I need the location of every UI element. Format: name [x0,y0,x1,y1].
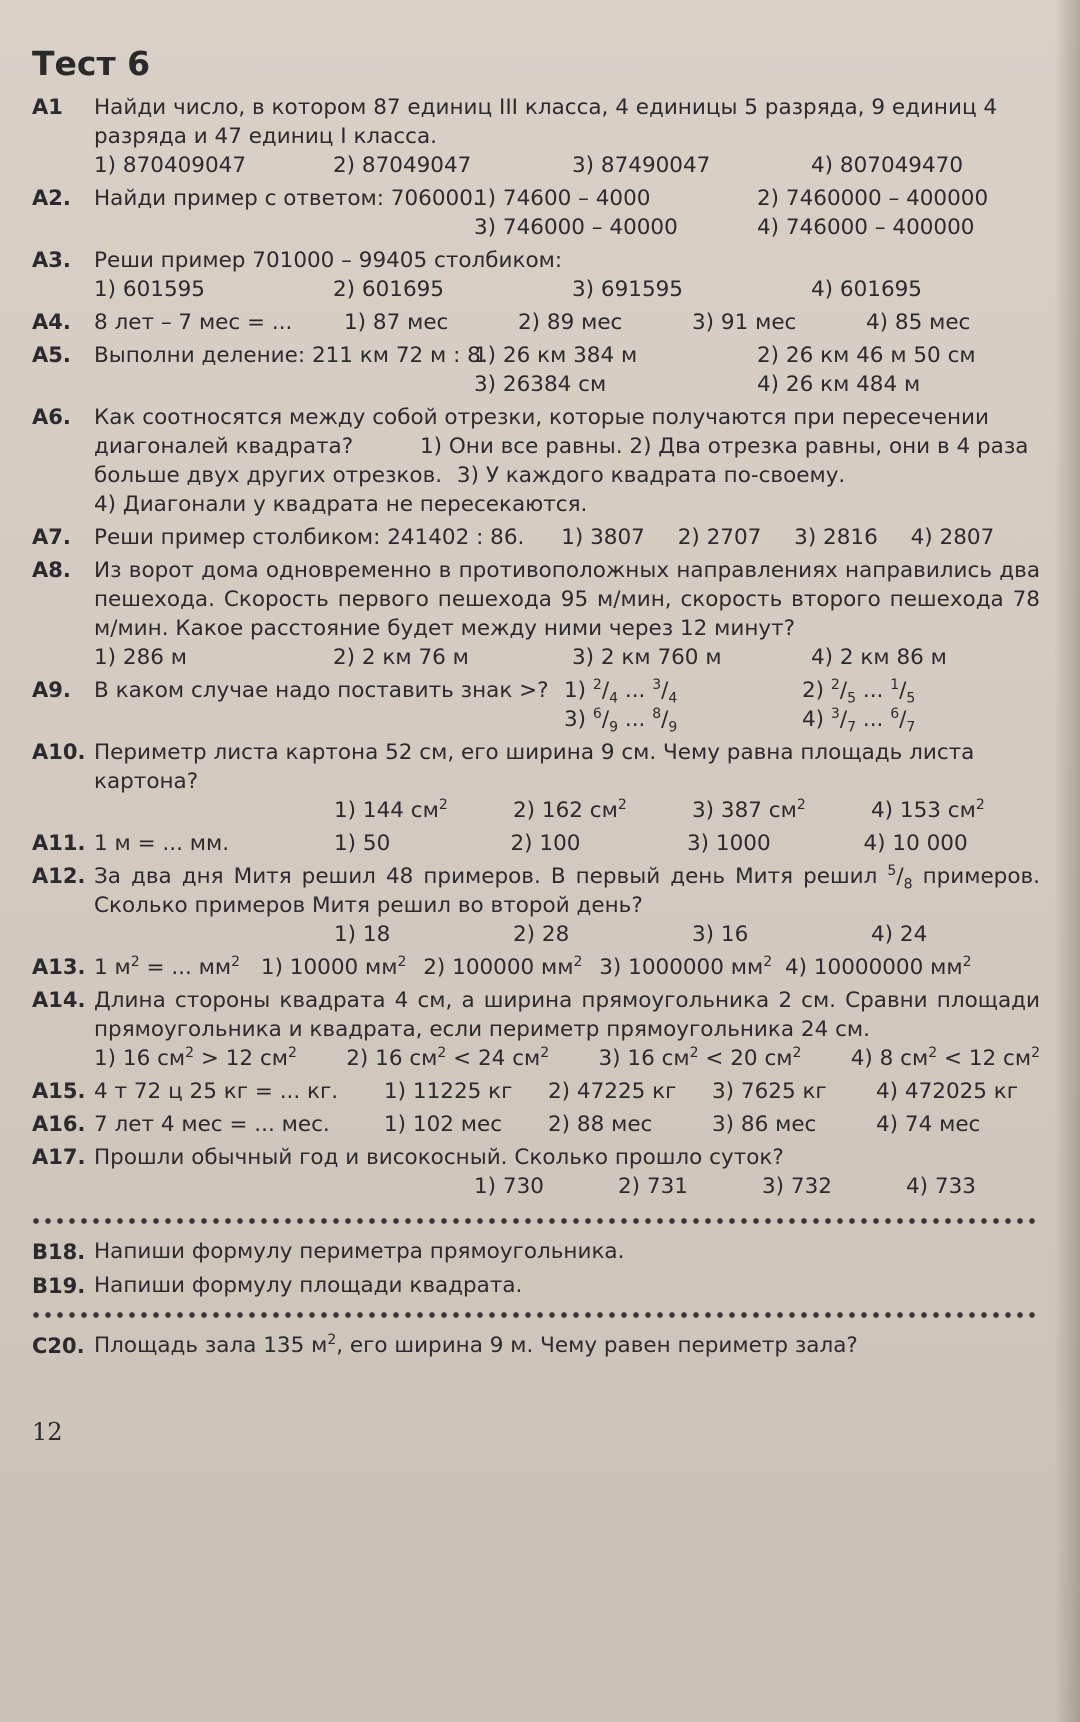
answer-option[interactable] [599,955,772,980]
answer-option[interactable]: 1) 870409047 [94,153,247,178]
answer-option[interactable]: 2) 89 мес [518,310,623,335]
option-text: < 12 см [937,1046,1032,1071]
question-a15 [30,1077,1040,1106]
answer-option[interactable] [261,955,407,980]
exponent: 2 [573,953,583,970]
answer-option[interactable]: 3) 16 [692,922,749,947]
answer-option[interactable]: 4) 601695 [811,277,922,302]
comparison-dots: ... [862,707,884,732]
exponent: 2 [763,953,773,970]
question-a12 [30,862,1040,949]
answer-option[interactable]: 2) 731 [618,1174,688,1199]
answer-option[interactable] [851,1044,1040,1073]
question-text: Реши пример столбиком: 241402 : 86. [94,525,525,550]
answer-option[interactable]: 2) 87049047 [333,153,472,178]
exponent: 2 [130,953,140,970]
option-label: 3) [564,707,587,732]
answer-option[interactable]: 2) $^2/_5$ ... $^1/_5$ [802,676,916,707]
answer-options [94,796,1040,825]
answer-option[interactable]: 2) 28 [513,922,570,947]
exponent: 2 [231,953,241,970]
answer-option[interactable]: 1) 601595 [94,277,205,302]
answer-option[interactable]: 1) $^2/_4$ ... $^3/_4$ [564,676,678,707]
answer-option[interactable]: 3) 7625 кг [712,1079,827,1104]
answer-option[interactable]: 3) 91 мес [692,310,797,335]
option-text: < 24 см [446,1046,541,1071]
answer-options [94,1172,1040,1201]
answer-option[interactable]: 4) 85 мес [866,310,971,335]
option-text: 3) 387 см [692,798,797,823]
question-a10 [30,738,1040,825]
answer-option[interactable]: 3) 86 мес [712,1112,817,1137]
question-number: А12. [32,864,86,888]
exponent: 2 [975,796,985,813]
question-number: А2. [32,186,71,210]
option-label: 2) [802,678,825,703]
question-text-part: За два дня Митя решил 48 примеров. В первый день Митя решил [94,864,878,889]
answer-option[interactable]: 4) 2 км 86 м [811,645,947,670]
exponent: 2 [185,1044,195,1061]
answer-options [94,920,1040,949]
question-b19 [30,1271,1040,1301]
dotted-divider [30,1217,1040,1225]
fraction-denominator: 5 [906,690,916,707]
answer-option[interactable]: 2) 26 км 46 м 50 см [757,343,976,368]
comparison-dots: ... [862,678,884,703]
question-text: Как соотносятся между собой отрезки, которые получаются при пересечении диагоналей квадрата? [94,405,989,459]
option-label: 4) [802,707,825,732]
question-text: Периметр листа картона 52 см, его ширина 9 см. Чему равна площадь листа картона? [94,740,975,794]
question-number: А10. [32,740,86,764]
answer-option[interactable] [94,1044,297,1073]
answer-option[interactable]: 1) 87 мес [344,310,449,335]
answer-option[interactable] [334,796,503,825]
question-a8 [30,556,1040,672]
question-number: А4. [32,310,71,334]
question-text: В каком случае надо поставить знак >? [94,678,549,703]
exponent: 2 [962,953,972,970]
fraction-denominator: 7 [847,719,857,736]
question-text-part: 1 м [94,955,131,980]
comparison-dots: ... [624,678,646,703]
fraction-numerator: 1 [890,676,900,693]
answer-option[interactable] [871,796,1040,825]
question-text: 8 лет – 7 мес = ... [94,310,293,335]
exponent: 2 [796,796,806,813]
answer-options [94,1044,1040,1073]
answer-option[interactable]: 3) 691595 [572,277,683,302]
answer-option[interactable]: 1) 730 [474,1174,544,1199]
answer-option[interactable]: 2) 7460000 – 400000 [757,186,989,211]
fraction-numerator: 6 [592,705,602,722]
question-text: Напиши формулу периметра прямоугольника. [94,1239,625,1264]
question-a4 [30,308,1040,337]
question-text: Реши пример 701000 – 99405 столбиком: [94,248,563,273]
answer-option[interactable]: 2) 100 [510,831,581,856]
option-text: 1) 16 см [94,1046,186,1071]
answer-option[interactable]: 2) 88 мес [548,1112,653,1137]
answer-option[interactable]: 1) 11225 кг [384,1079,513,1104]
page-title: Тест 6 [32,44,151,83]
question-text: Из ворот дома одновременно в противоположных направлениях направились два пешехода. Скорость первого пешехода 95 м/мин, скорость второго пешехода 78 м/мин. Какое расстояние будет между ними через 12 минут? [94,558,1040,641]
question-text-part: примеров. Сколько примеров Митя решил во второй день? [94,864,1040,918]
answer-options [94,829,1040,858]
answer-option[interactable]: 3) $^6/_9$ ... $^8/_9$ [564,705,678,736]
question-a17 [30,1143,1040,1201]
answer-option[interactable]: 2) Два отрезка равны, они в 4 раза больше двух других отрезков. [94,434,1029,488]
answer-option[interactable]: 1) 50 [334,831,391,856]
question-text [94,1333,858,1358]
exponent: 2 [327,1331,337,1348]
fraction-denominator: 9 [609,719,619,736]
test-content [30,44,1040,1365]
exponent: 2 [928,1044,938,1061]
fraction-denominator: 7 [906,719,916,736]
question-number: А16. [32,1112,86,1136]
option-text: 1) 144 см [334,798,439,823]
answer-option[interactable]: 3) У каждого квадрата по-своему. [456,463,846,488]
question-number: А13. [32,955,86,979]
exponent: 2 [689,1044,699,1061]
answer-option[interactable]: 1) 3807 [561,525,645,550]
exponent: 2 [1031,1044,1040,1061]
question-c20 [30,1331,1040,1361]
exponent: 2 [437,1044,447,1061]
question-a6 [30,403,1040,519]
option-label: 1) [564,678,587,703]
answer-option[interactable]: 3) 746000 – 40000 [474,215,678,240]
question-number: А6. [32,405,71,429]
question-text-part: Площадь зала 135 м [94,1333,328,1358]
fraction-denominator: 4 [609,690,619,707]
exponent: 2 [540,1044,550,1061]
answer-option[interactable] [599,1044,802,1073]
answer-option[interactable]: 4) 24 [871,922,928,947]
answer-option[interactable]: 1) 102 мес [384,1112,503,1137]
question-a3 [30,246,1040,304]
question-a14 [30,986,1040,1073]
question-a9 [30,676,1040,734]
answer-option[interactable]: 4) 2807 [910,525,995,550]
fraction-denominator: 5 [847,690,857,707]
question-number: С20. [32,1334,85,1358]
exponent: 2 [397,953,407,970]
answer-option[interactable]: 3) 2816 [794,525,878,550]
answer-options [94,151,1040,180]
option-text: 4) 8 см [850,1046,929,1071]
question-number: А9. [32,678,71,702]
question-number: В19. [32,1274,86,1298]
answer-option[interactable]: 4) $^3/_7$ ... $^6/_7$ [802,705,916,736]
question-text-part: = ... мм [139,955,232,980]
answer-option[interactable]: 4) 26 км 484 м [757,372,921,397]
exponent: 2 [438,796,448,813]
question-text: 4 т 72 ц 25 кг = ... кг. [94,1079,339,1104]
question-number: А8. [32,558,71,582]
question-a16 [30,1110,1040,1139]
question-number: А1 [32,95,63,119]
fraction-numerator: 3 [652,676,662,693]
option-text: 2) 100000 мм [423,955,574,980]
option-text: 4) 10000000 мм [784,955,963,980]
question-b18 [30,1237,1040,1267]
answer-options [94,643,1040,672]
question-number: А15. [32,1079,86,1103]
question-number: В18. [32,1240,86,1264]
answer-option[interactable]: 4) 472025 кг [876,1079,1019,1104]
answer-option[interactable]: 1) 286 м [94,645,187,670]
fraction-numerator: 8 [652,705,662,722]
question-text: Длина стороны квадрата 4 см, а ширина прямоугольника 2 см. Сравни площади прямоугольника и квадрата, если периметр прямоугольника 24 см. [94,988,1040,1042]
question-number: А11. [32,831,86,855]
question-number: А3. [32,248,71,272]
answer-options [94,308,1040,337]
option-text: > 12 см [194,1046,288,1071]
question-text: Найди число, в котором 87 единиц III класса, 4 единицы 5 разряда, 9 единиц 4 разряда и 47 единиц I класса. [94,95,998,149]
fraction-denominator: 8 [903,876,913,893]
answer-option[interactable]: 3) 1000 [687,831,771,856]
fraction-numerator: 3 [830,705,840,722]
answer-option[interactable]: 4) 10 000 [863,831,968,856]
answer-option[interactable]: 4) 746000 – 400000 [757,215,975,240]
question-text: За два дня Митя решил 48 примеров. В первый день Митя решил $^5/_8$ примеров. Сколько примеров Митя решил во второй день? [94,862,1040,918]
fraction-denominator: 9 [668,719,678,736]
question-a1 [30,93,1040,180]
answer-option[interactable]: 1) Они все равны. [419,434,623,459]
answer-option[interactable]: 4) Диагонали у квадрата не пересекаются. [94,492,588,517]
answer-option[interactable]: 1) 18 [334,922,391,947]
answer-option[interactable] [346,1044,549,1073]
exponent: 2 [792,1044,802,1061]
answer-option[interactable]: 2) 601695 [333,277,444,302]
question-text: 1 м = ... мм. [94,831,230,856]
question-text: Найди пример с ответом: 706000. [94,186,480,211]
question-a13 [30,953,1040,982]
answer-option[interactable]: 2) 2707 [677,525,762,550]
question-a7 [30,523,1040,552]
answer-option[interactable]: 3) 732 [762,1174,832,1199]
exponent: 2 [287,1044,297,1061]
question-text-part: , его ширина 9 м. Чему равен периметр зала? [336,1333,858,1358]
fraction-denominator: 4 [668,690,678,707]
question-number: А14. [32,988,86,1012]
answer-options [94,275,1040,304]
option-text: 1) 10000 мм [260,955,398,980]
question-number: А5. [32,343,71,367]
answer-option[interactable] [692,796,861,825]
question-a5 [30,341,1040,399]
fraction-numerator: 2 [830,676,840,693]
option-text: 3) 16 см [598,1046,690,1071]
exponent: 2 [617,796,627,813]
question-a2 [30,184,1040,242]
answer-option[interactable]: 1) 74600 – 4000 [474,186,651,211]
dotted-divider [30,1311,1040,1319]
answer-option[interactable] [513,796,682,825]
option-text: 4) 153 см [871,798,976,823]
answer-option[interactable]: 4) 733 [906,1174,976,1199]
question-number: А17. [32,1145,86,1169]
fraction-numerator: 6 [890,705,900,722]
page-shadow [1054,0,1080,1722]
fraction-numerator: 2 [592,676,602,693]
answer-option[interactable]: 4) 807049470 [811,153,964,178]
comparison-dots: ... [624,707,646,732]
answer-options [94,1110,1040,1139]
answer-options [94,1077,1040,1106]
question-text: Выполни деление: 211 км 72 м : 8. [94,343,488,368]
option-text: 3) 1000000 мм [599,955,764,980]
option-text: 2) 162 см [513,798,618,823]
question-text: Напиши формулу площади квадрата. [94,1273,523,1298]
answer-option[interactable]: 3) 87490047 [572,153,711,178]
question-text [94,955,247,980]
answer-option[interactable] [785,955,972,980]
fraction-numerator: 5 [887,862,897,879]
page-number: 12 [32,1418,63,1446]
option-text: 2) 16 см [346,1046,438,1071]
answer-options [94,676,1040,734]
answer-option[interactable]: 2) 47225 кг [548,1079,677,1104]
question-a11 [30,829,1040,858]
answer-option[interactable]: 4) 74 мес [876,1112,981,1137]
question-text: 7 лет 4 мес = ... мес. [94,1112,330,1137]
question-number: А7. [32,525,71,549]
question-text: Прошли обычный год и високосный. Сколько прошло суток? [94,1145,784,1170]
option-text: < 20 см [698,1046,793,1071]
answer-option[interactable]: 3) 2 км 760 м [572,645,722,670]
answer-option[interactable]: 1) 26 км 384 м [474,343,638,368]
answer-option[interactable] [423,955,582,980]
answer-option[interactable]: 3) 26384 см [474,372,607,397]
answer-option[interactable]: 2) 2 км 76 м [333,645,469,670]
